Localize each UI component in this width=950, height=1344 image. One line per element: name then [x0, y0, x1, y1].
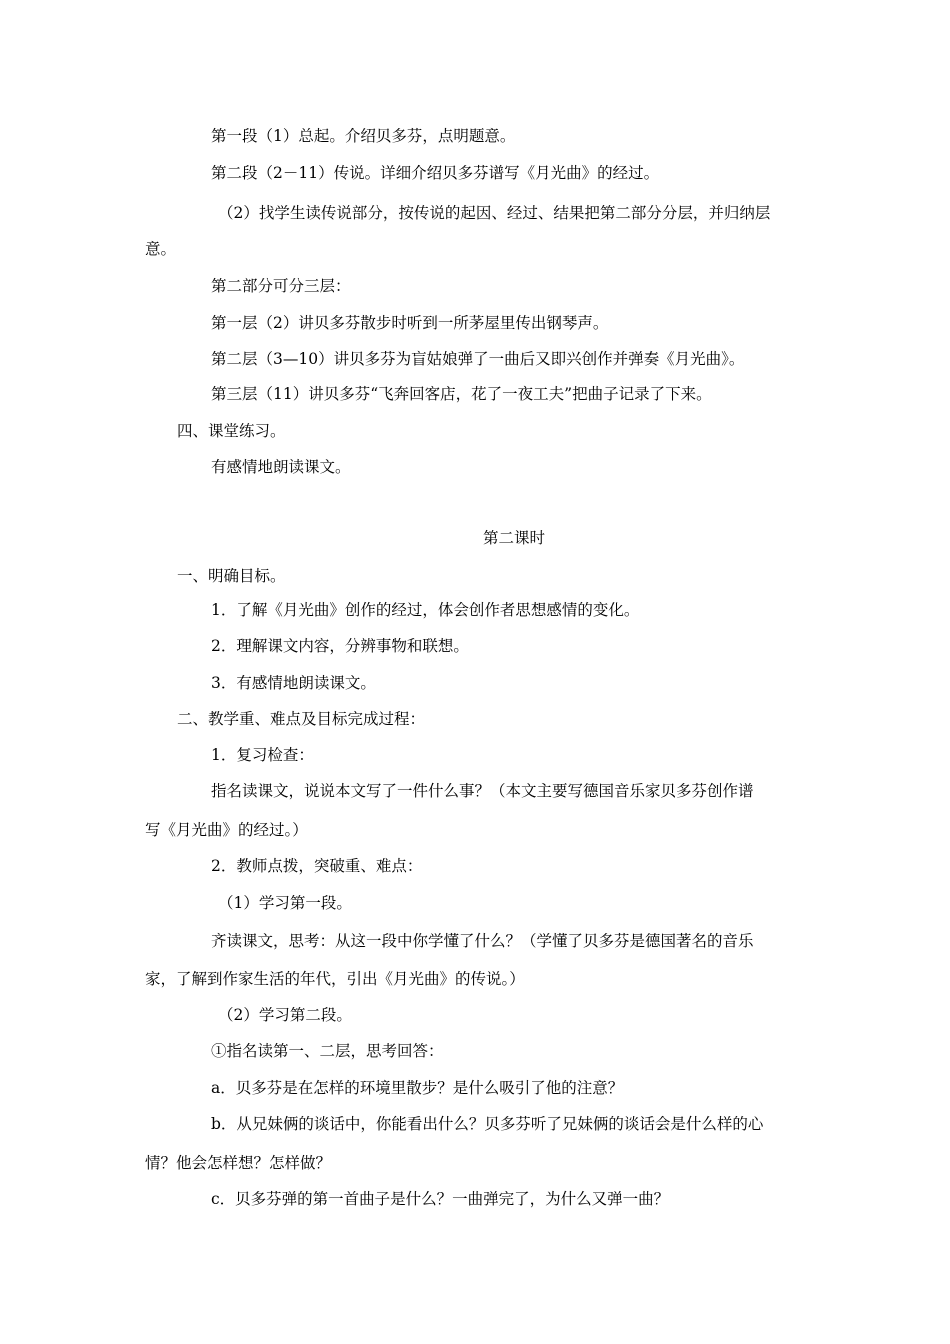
paragraph-line: 第二层（3—10）讲贝多芬为盲姑娘弹了一曲后又即兴创作并弹奏《月光曲》。 [211, 350, 745, 368]
list-item: b．从兄妹俩的谈话中，你能看出什么？贝多芬听了兄妹俩的谈话会是什么样的心 [211, 1115, 764, 1133]
paragraph-line: 第一层（2）讲贝多芬散步时听到一所茅屋里传出钢琴声。 [211, 314, 609, 332]
paragraph-line: 有感情地朗读课文。 [211, 458, 351, 476]
list-item: （2）学习第二段。 [218, 1006, 352, 1024]
paragraph-line: 第二部分可分三层： [211, 277, 351, 295]
paragraph-line: 第三层（11）讲贝多芬“飞奔回客店，花了一夜工夫”把曲子记录了下来。 [211, 385, 712, 403]
list-item: ①指名读第一、二层，思考回答： [211, 1042, 444, 1060]
paragraph-line: 第二段（2－11）传说。详细介绍贝多芬谱写《月光曲》的经过。 [211, 164, 660, 182]
paragraph-line: 第一段（1）总起。介绍贝多芬，点明题意。 [211, 127, 516, 145]
paragraph-line: 意。 [145, 240, 177, 258]
paragraph-line: 情？他会怎样想？怎样做？ [145, 1154, 332, 1172]
list-item: 2．理解课文内容，分辨事物和联想。 [211, 637, 469, 655]
paragraph-line: （2）找学生读传说部分，按传说的起因、经过、结果把第二部分分层，并归纳层 [218, 204, 771, 222]
list-item: c．贝多芬弹的第一首曲子是什么？一曲弹完了，为什么又弹一曲？ [211, 1190, 670, 1208]
section-heading: 一、明确目标。 [177, 567, 286, 585]
paragraph-line: 齐读课文，思考：从这一段中你学懂了什么？（学懂了贝多芬是德国著名的音乐 [211, 932, 754, 950]
list-item: 1．复习检查： [211, 746, 314, 764]
paragraph-line: 指名读课文，说说本文写了一件什么事？（本文主要写德国音乐家贝多芬创作谱 [211, 782, 754, 800]
section-heading: 二、教学重、难点及目标完成过程： [177, 710, 426, 728]
list-item: 1．了解《月光曲》创作的经过，体会创作者思想感情的变化。 [211, 601, 640, 619]
list-item: 2．教师点拨，突破重、难点： [211, 857, 423, 875]
lesson-title: 第二课时 [482, 529, 545, 547]
list-item: 3．有感情地朗读课文。 [211, 674, 376, 692]
paragraph-line: 写《月光曲》的经过。） [145, 821, 308, 839]
list-item: a．贝多芬是在怎样的环境里散步？是什么吸引了他的注意？ [211, 1079, 624, 1097]
section-heading: 四、课堂练习。 [177, 422, 286, 440]
list-item: （1）学习第一段。 [218, 894, 352, 912]
paragraph-line: 家，了解到作家生活的年代，引出《月光曲》的传说。） [145, 970, 525, 988]
